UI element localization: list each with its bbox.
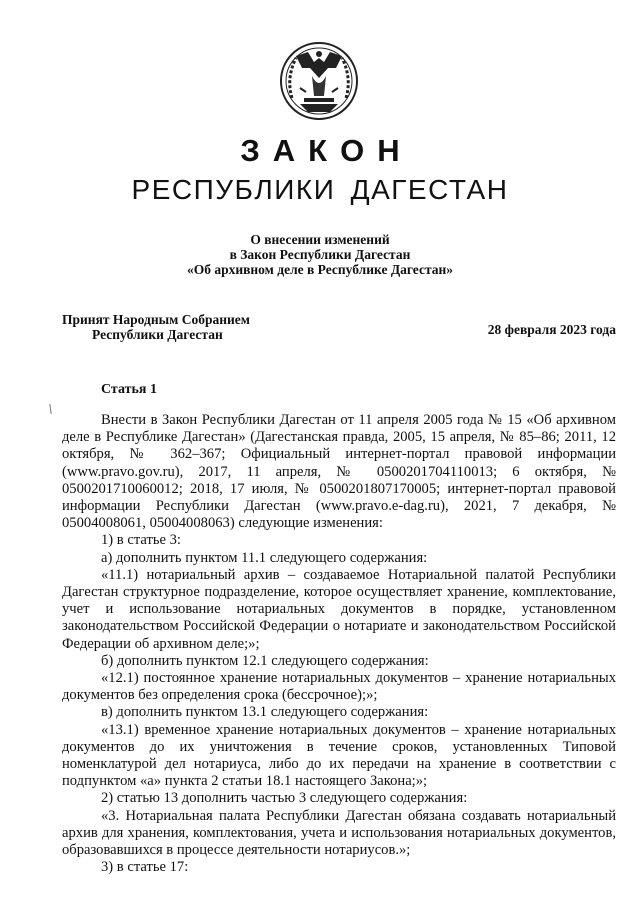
paragraph: «3. Нотариальная палата Республики Дагестан обязана создавать нотариальный архив для хранения, комплектования, учета и использования нотариальных документов, образовавшихся в процессе деятельности нотариусов.»;	[62, 807, 616, 859]
paragraph: а) дополнить пунктом 11.1 следующего содержания:	[101, 549, 428, 566]
document-title: ЗАКОН	[240, 133, 413, 168]
paragraph: в) дополнить пунктом 13.1 следующего содержания:	[101, 704, 429, 721]
law-name	[0, 232, 640, 277]
paragraph: «12.1) постоянное хранение нотариальных документов – хранение нотариальных документов без определения срока (бессрочное);»;	[62, 670, 616, 704]
adoption-statement	[62, 312, 250, 342]
article-title: Статья 1	[101, 382, 157, 397]
paragraph: «11.1) нотариальный архив – создаваемое Нотариальной палатой Республики Дагестан структурное подразделение, которое осуществляет хранение, комплектование, учет и использование нотариальных документов в порядке, установленном законодательством Российской Федерации о нотариате и законодательством Российской Федерации об архивном деле;»;	[62, 566, 616, 652]
law-name-line-3: «Об архивном деле в Республике Дагестан»	[186, 262, 454, 277]
dagestan-coat-of-arms-icon	[278, 38, 360, 122]
paragraph: 2) статью 13 дополнить частью 3 следующего содержания:	[101, 790, 468, 807]
adoption-date: 28 февраля 2023 года	[487, 322, 616, 337]
law-name-line-1: О внесении изменений	[250, 232, 390, 247]
law-name-line-2: в Закон Республики Дагестан	[229, 247, 411, 262]
paragraph: «13.1) временное хранение нотариальных документов – хранение нотариальных документов до их уничтожения в течение сроков, установленных Типовой номенклатурой дел нотариуса, либо до их передачи на хранение в соответствии с подпунктом «а» пункта 2 статьи 18.1 настоящего Закона;»;	[62, 721, 616, 790]
paragraph: б) дополнить пунктом 12.1 следующего содержания:	[101, 652, 429, 669]
adoption-line-2: Республики Дагестан	[92, 327, 223, 342]
margin-mark	[49, 404, 51, 414]
paragraph: 3) в статье 17:	[101, 859, 189, 876]
adoption-line-1: Принят Народным Собранием	[62, 312, 250, 327]
paragraph: 1) в статье 3:	[101, 532, 181, 549]
paragraph: Внести в Закон Республики Дагестан от 11 апреля 2005 года № 15 «Об архивном деле в Республике Дагестан» (Дагестанская правда, 2005, 15 апреля, № 85–86; 2011, 12 октября, № 362–367; Официальный интернет-портал правовой информации (www.pravo.gov.ru), 2017, 11 апреля, № 0500201704110013; 6 октября, № 0500201710060012; 2018, 17 июля, № 0500201807170005; интернет-портал правовой информации Республики Дагестан (www.pravo.e-dag.ru), 2021, 7 декабря, № 05004008061, 05004008063) следующие изменения:	[62, 412, 616, 532]
document-subtitle: РЕСПУБЛИКИ ДАГЕСТАН	[131, 174, 509, 205]
article-body	[62, 412, 616, 876]
